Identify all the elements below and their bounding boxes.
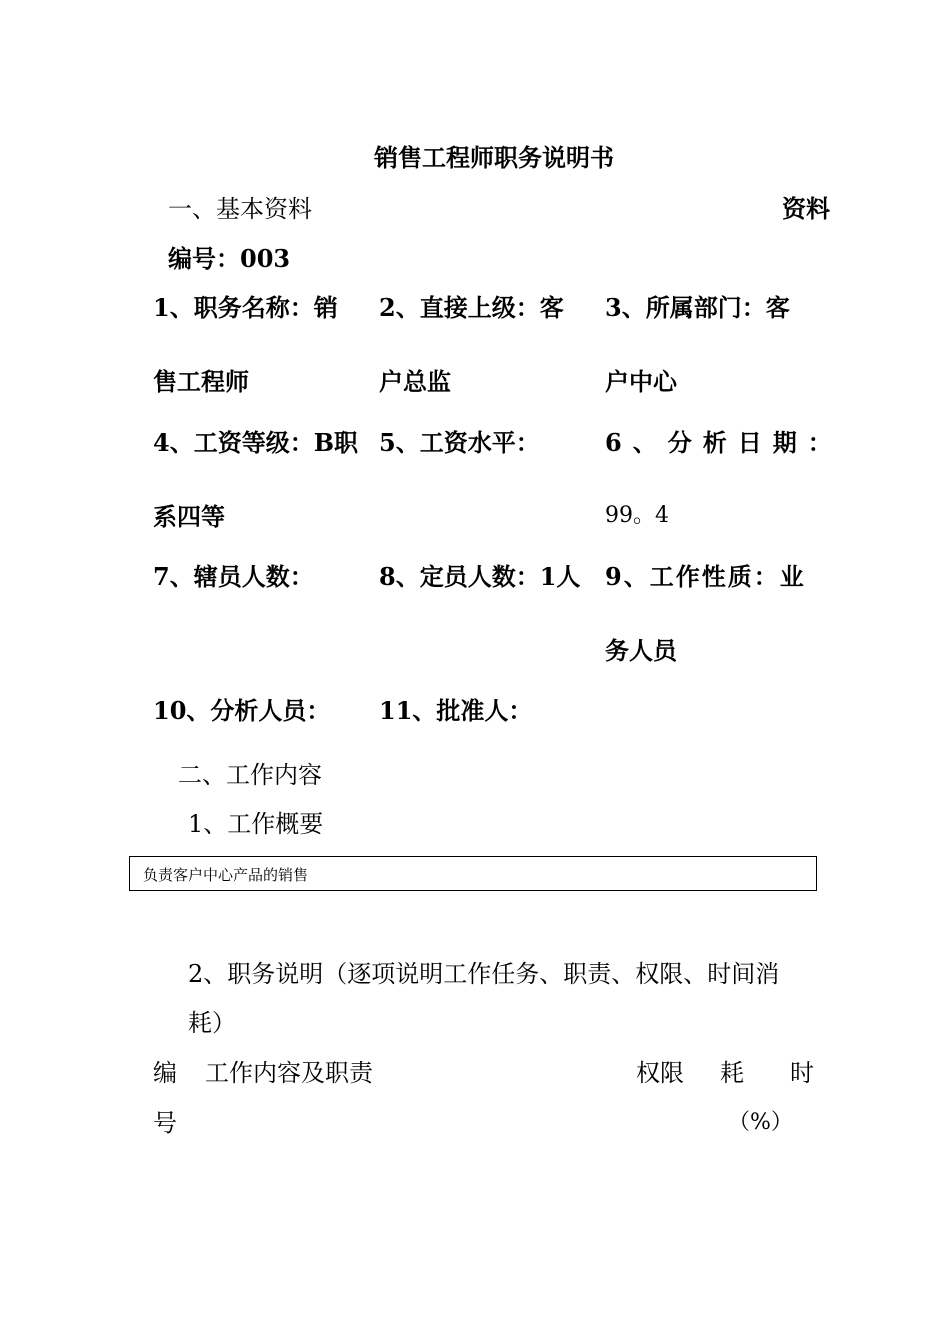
table-header-content: 工作内容及职责 bbox=[205, 1059, 373, 1087]
work-summary-box bbox=[129, 856, 817, 891]
field-analyst-label: 10、分析人员： bbox=[153, 696, 331, 725]
field-job-title-label: 1、职务名称：销 bbox=[153, 293, 338, 322]
job-description-heading: 2、职务说明（逐项说明工作任务、职责、权限、时间消 bbox=[188, 960, 780, 988]
field-salary-grade-label: 4、工资等级：B职 bbox=[153, 428, 358, 457]
field-approver-label: 11、批准人： bbox=[379, 696, 533, 725]
work-summary-heading: 1、工作概要 bbox=[188, 810, 324, 838]
field-department-label: 3、所属部门：客 bbox=[605, 293, 790, 322]
field-supervisor-label: 2、直接上级：客 bbox=[379, 293, 564, 322]
table-header-time-b: 时 bbox=[790, 1059, 814, 1087]
field-work-nature-value: 务人员 bbox=[605, 636, 677, 665]
document-code: 编号：003 bbox=[168, 244, 291, 273]
job-description-heading-cont: 耗） bbox=[188, 1009, 236, 1037]
table-header-authority: 权限 bbox=[636, 1059, 684, 1087]
field-analysis-date-value: 99。4 bbox=[605, 503, 669, 528]
table-header-time-a: 耗 bbox=[720, 1059, 744, 1087]
field-department-value: 户中心 bbox=[605, 367, 677, 396]
section1-right-label: 资料 bbox=[782, 194, 830, 223]
section2-heading: 二、工作内容 bbox=[178, 761, 322, 789]
page-title: 销售工程师职务说明书 bbox=[374, 143, 614, 172]
field-supervisor-value: 户总监 bbox=[379, 367, 451, 396]
field-salary-level-label: 5、工资水平： bbox=[379, 428, 540, 457]
section1-heading: 一、基本资料 bbox=[168, 195, 312, 223]
work-summary-text: 负责客户中心产品的销售 bbox=[143, 866, 309, 884]
table-header-number: 编 bbox=[153, 1059, 177, 1087]
table-header-time-unit: （%） bbox=[728, 1110, 793, 1135]
field-analysis-date-label: 6、分析日期： bbox=[605, 428, 843, 457]
field-salary-grade-value: 系四等 bbox=[153, 502, 225, 531]
field-work-nature-label: 9、工作性质：业 bbox=[605, 562, 806, 591]
field-subordinates-label: 7、辖员人数： bbox=[153, 562, 314, 591]
field-headcount-label: 8、定员人数：1人 bbox=[379, 562, 581, 591]
field-job-title-value: 售工程师 bbox=[153, 367, 249, 396]
table-header-number-cont: 号 bbox=[153, 1109, 177, 1137]
